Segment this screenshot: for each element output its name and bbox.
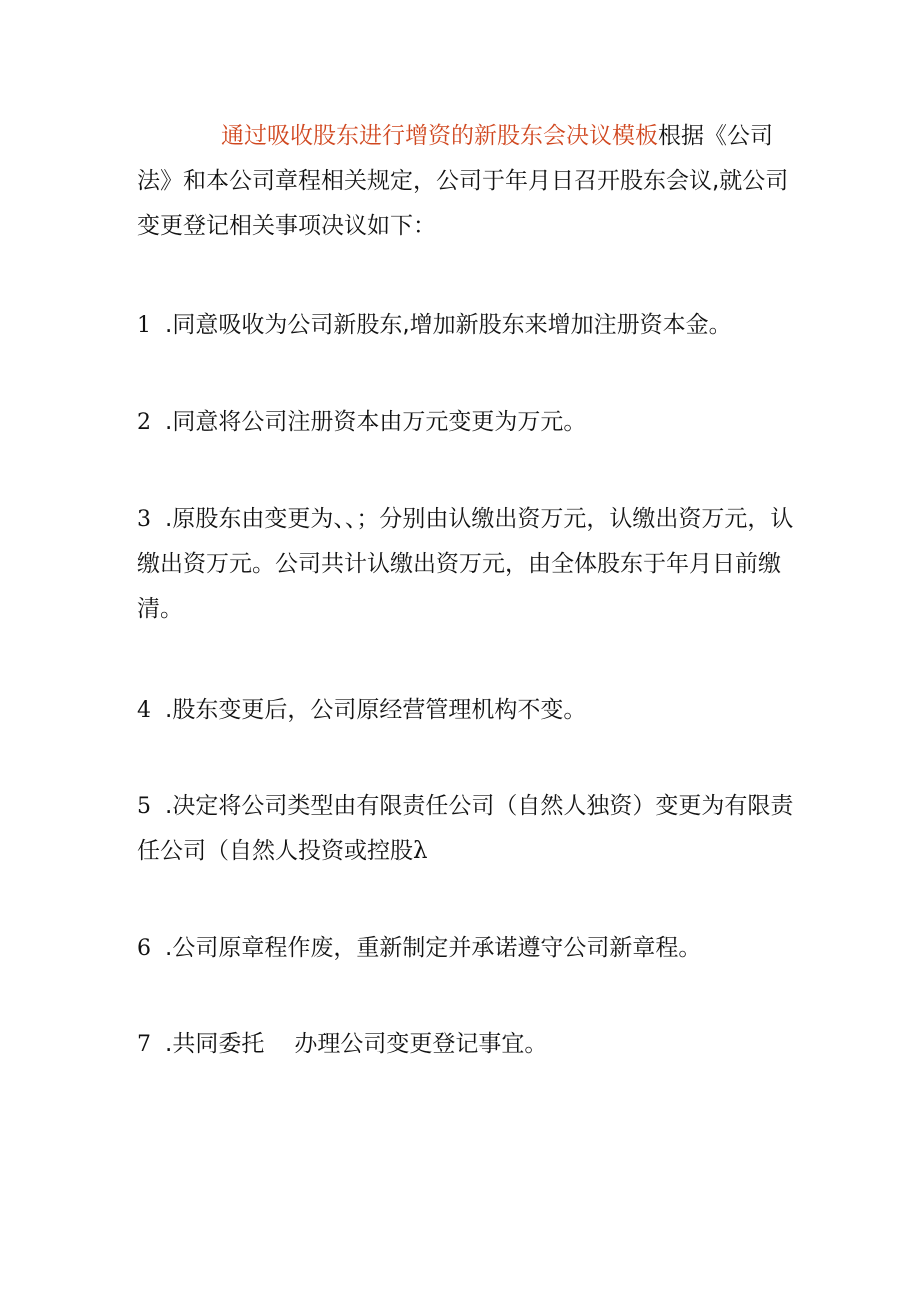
item-number: 6 bbox=[137, 936, 151, 961]
intro-text: 根据《公司法》和本公司章程相关规定，公司于年月日召开股东会议,就公司变更登记相关事项决议如下： bbox=[137, 123, 789, 239]
item-text: 股东变更后，公司原经营管理机构不变。 bbox=[172, 697, 587, 723]
item-number: 5 bbox=[137, 794, 151, 819]
resolution-item-3: 3 .原股东由变更为、、；分别由认缴出资万元，认缴出资万元，认缴出资万元。公司共计认缴出资万元，由全体股东于年月日前缴清。 bbox=[137, 497, 797, 632]
document-title: 通过吸收股东进行增资的新股东会决议模板 bbox=[221, 123, 658, 149]
resolution-item-5: 5 .决定将公司类型由有限责任公司（自然人独资）变更为有限责任公司（自然人投资或控股λ bbox=[137, 784, 797, 874]
resolution-item-6: 6 .公司原章程作废，重新制定并承诺遵守公司新章程。 bbox=[137, 926, 797, 971]
item-text: 同意将公司注册资本由万元变更为万元。 bbox=[172, 409, 587, 435]
resolution-item-7: 7 .共同委托 办理公司变更登记事宜。 bbox=[137, 1022, 797, 1067]
item-tail-glyph: λ bbox=[413, 838, 428, 864]
item-text: 公司原章程作废，重新制定并承诺遵守公司新章程。 bbox=[172, 935, 702, 961]
item-number: 3 bbox=[137, 507, 151, 532]
item-number: 7 bbox=[137, 1032, 151, 1057]
resolution-item-2: 2 .同意将公司注册资本由万元变更为万元。 bbox=[137, 400, 797, 445]
item-text-a: 共同委托 bbox=[172, 1031, 265, 1057]
item-text: 决定将公司类型由有限责任公司（自然人独资）变更为有限责任公司（自然人投资或控股 bbox=[137, 793, 794, 864]
item-number: 1 bbox=[137, 313, 151, 338]
item-number: 2 bbox=[137, 410, 151, 435]
resolution-item-4: 4 .股东变更后，公司原经营管理机构不变。 bbox=[137, 688, 797, 733]
item-text: 原股东由变更为、、；分别由认缴出资万元，认缴出资万元，认缴出资万元。公司共计认缴出资万元，由全体股东于年月日前缴清。 bbox=[137, 506, 794, 622]
item-text-b: 办理公司变更登记事宜。 bbox=[294, 1031, 548, 1057]
item-number: 4 bbox=[137, 698, 151, 723]
resolution-item-1: 1 .同意吸收为公司新股东,增加新股东来增加注册资本金。 bbox=[137, 303, 797, 348]
intro-paragraph bbox=[137, 114, 797, 249]
item-text: 同意吸收为公司新股东,增加新股东来增加注册资本金。 bbox=[172, 312, 732, 338]
